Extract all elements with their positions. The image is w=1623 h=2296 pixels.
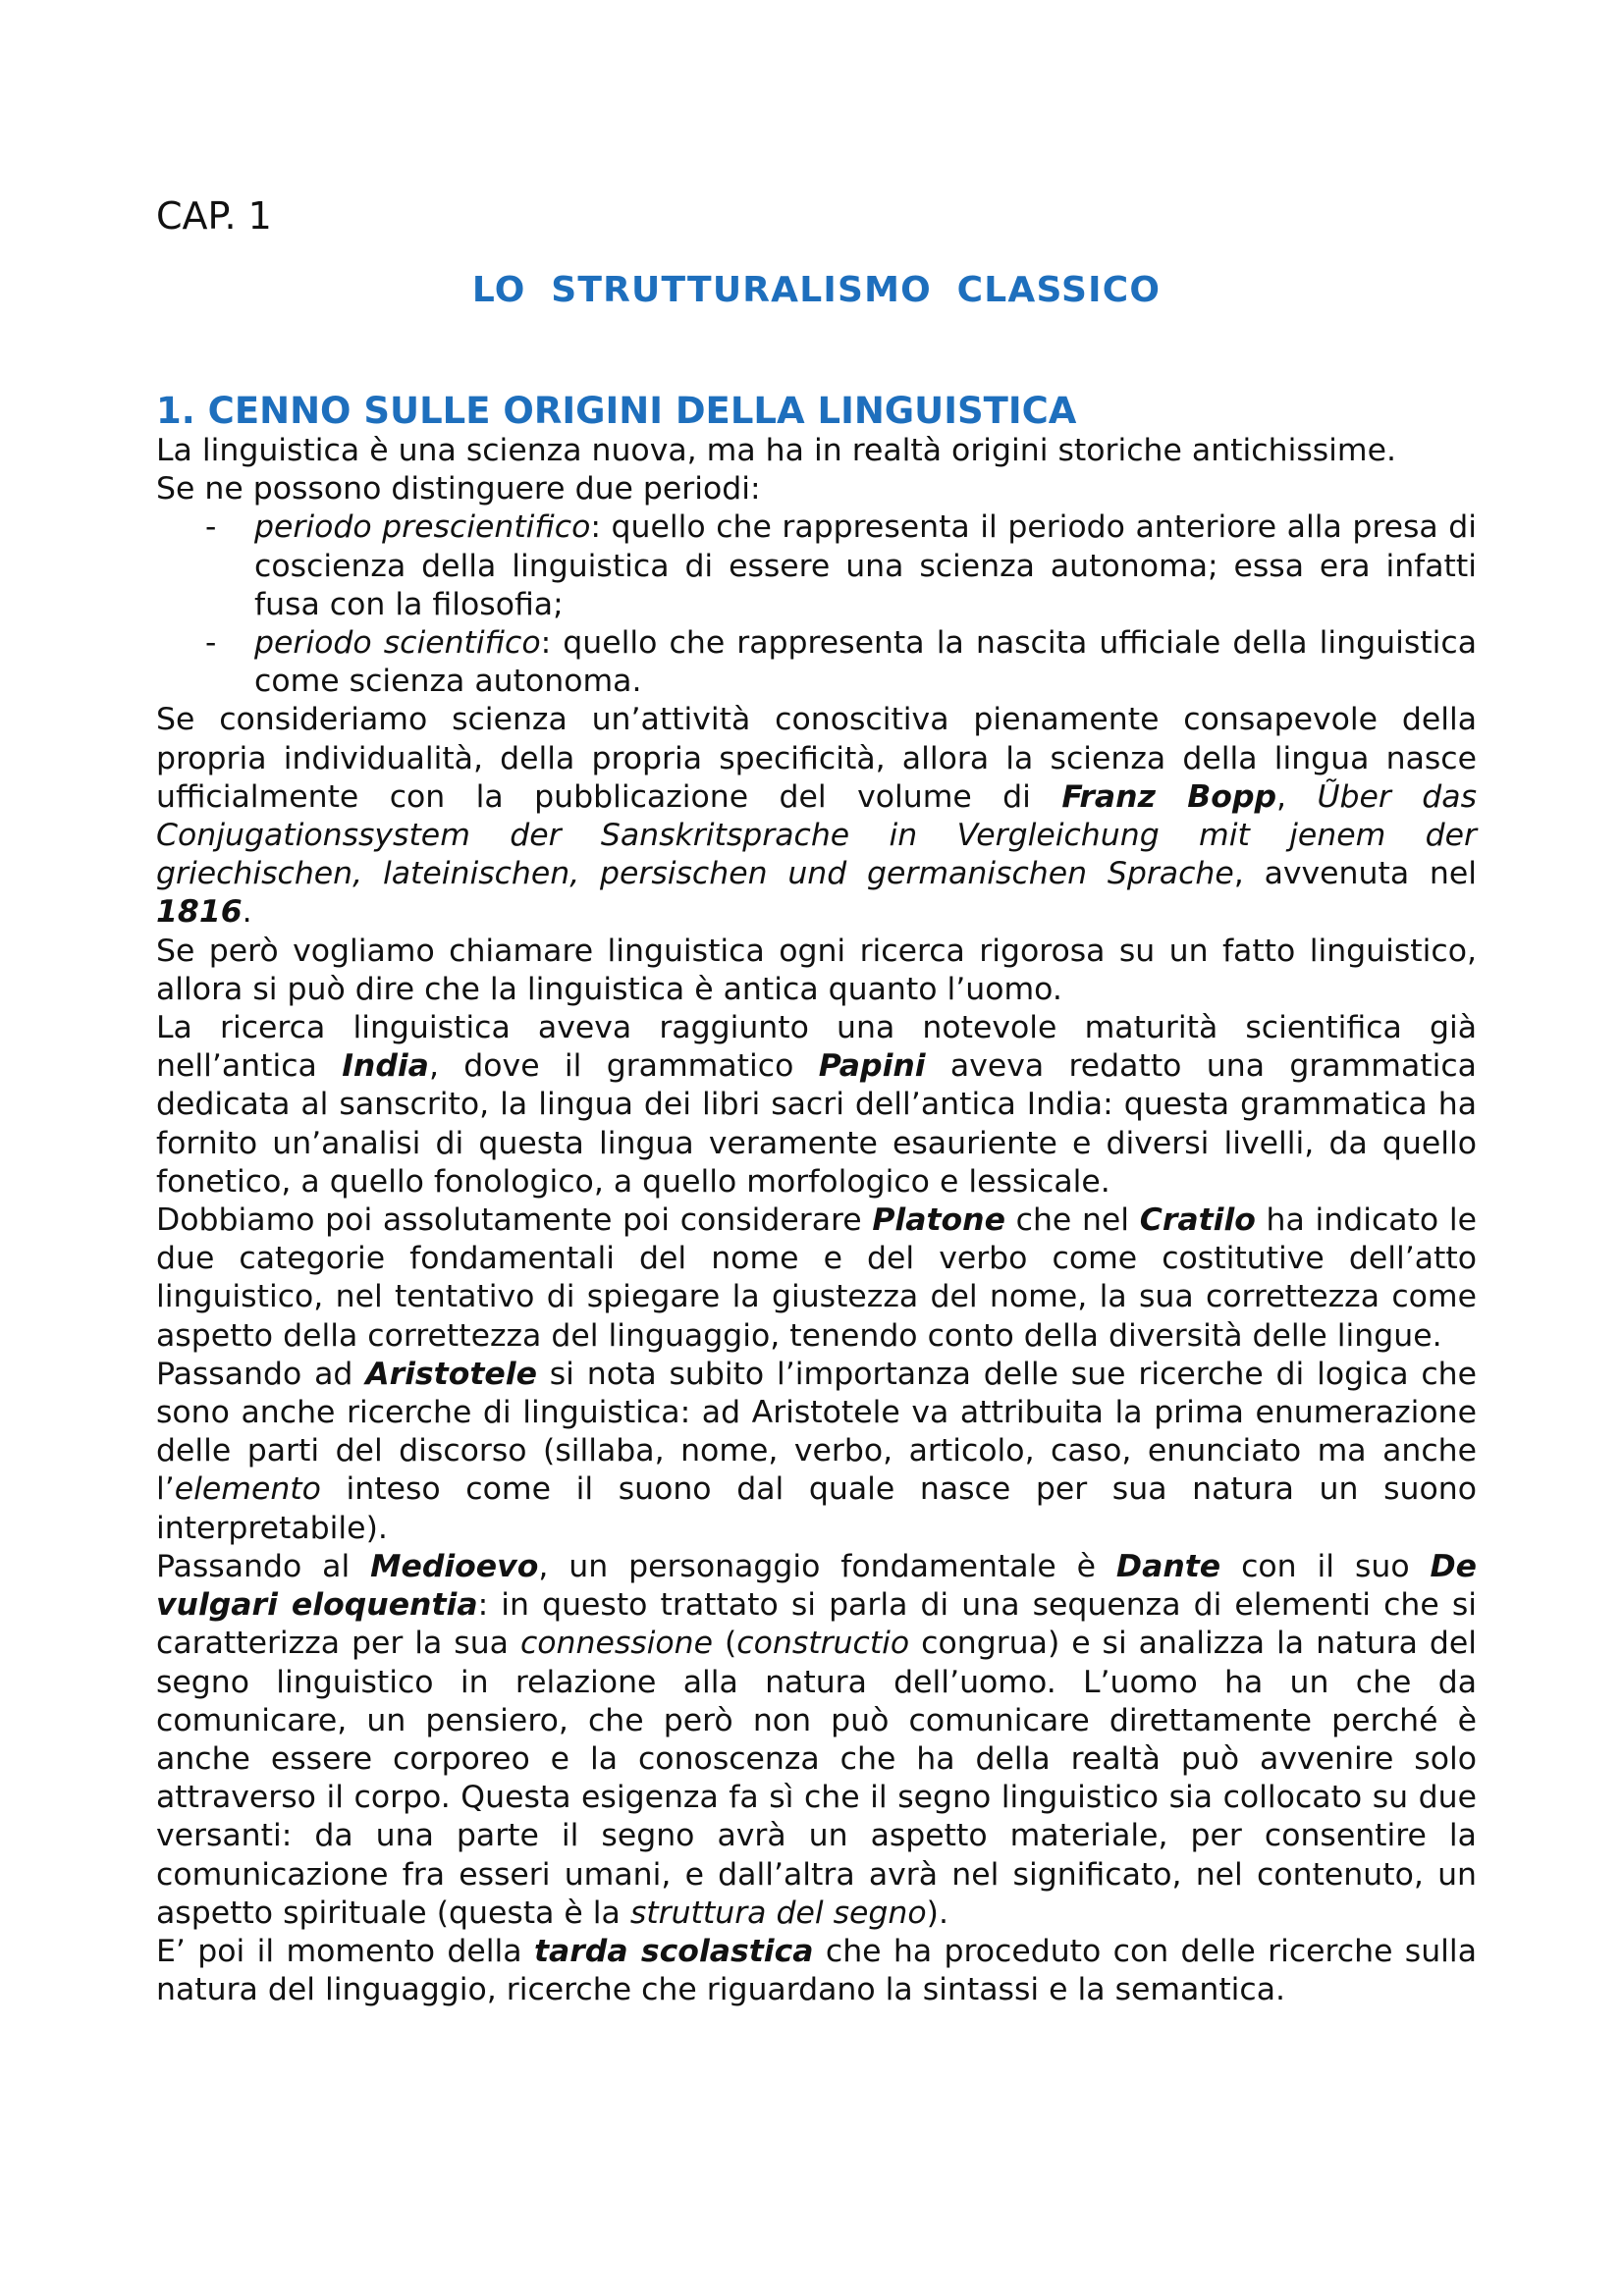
text-run: , un personaggio fondamentale è	[538, 1548, 1116, 1584]
emphasis-name: Platone	[872, 1202, 1005, 1239]
emphasis-name: Dante	[1115, 1548, 1221, 1584]
book-title: Ũber das Conjugationssystem der Sanskritsprache in Vergleichung mit jenem der griechischen, lateinischen, persischen und germanischen Sprache	[156, 778, 1477, 892]
emphasis-name: Cratilo	[1139, 1202, 1256, 1239]
text-run: congrua) e si analizza la natura del segno linguistico in relazione alla natura dell’uomo. L’uomo ha un che da comunicare, un pensiero, che però non può comunicare direttamente perché è anche essere corporeo e la conoscenza che ha della realtà può avvenire solo attraverso il corpo. Questa esigenza fa sì che il segno linguistico sia collocato su due versanti: da una parte il segno avrà un aspetto materiale, per consentire la comunicazione fra esseri umani, e dall’altra avrà nel significato, nel contenuto, un aspetto spirituale (questa è la	[156, 1626, 1477, 1931]
text-run: che ha proceduto con delle ricerche sulla natura del linguaggio, ricerche che riguardano la sintassi e la semantica.	[156, 1933, 1477, 2008]
text-run: , avvenuta nel	[1233, 856, 1477, 892]
text-run: inteso come il suono dal quale nasce per sua natura un suono interpretabile).	[156, 1471, 1477, 1546]
text-run: che nel	[1004, 1202, 1140, 1239]
paragraph-ancient: Se però vogliamo chiamare linguistica ogni ricerca rigorosa su un fatto linguistico, allora si può dire che la linguistica è antica quanto l’uomo.	[156, 933, 1477, 1007]
emphasis-term: elemento	[174, 1471, 321, 1508]
page-content	[156, 192, 1477, 2009]
text-run: (	[713, 1626, 737, 1662]
list-item	[254, 508, 1477, 624]
paragraph-aristotele	[156, 1356, 1477, 1548]
text-run: Passando al	[156, 1548, 371, 1584]
emphasis-term: struttura del segno	[629, 1895, 927, 1931]
emphasis-name: Medioevo	[370, 1548, 539, 1584]
text-run: si nota subito l’importanza delle sue ricerche di logica che sono anche ricerche di linguistica: ad Aristotele va attribuita la prima enumerazione delle parti del discorso (sillaba, nome, verbo, articolo, caso, enunciato ma anche l’	[156, 1356, 1477, 1508]
text-run: E’ poi il momento della	[156, 1933, 534, 1969]
text-run: : in questo trattato si parla di una sequenza di elementi che si caratterizza per la sua	[156, 1587, 1477, 1662]
chapter-title: LO STRUTTURALISMO CLASSICO	[471, 270, 1162, 310]
emphasis-year: 1816	[156, 894, 243, 931]
emphasis-term: constructio	[736, 1626, 910, 1662]
section-heading: 1. CENNO SULLE ORIGINI DELLA LINGUISTICA	[156, 390, 1077, 432]
chapter-label: CAP. 1	[156, 194, 272, 238]
emphasis-name: India	[342, 1048, 429, 1085]
text-run: con il suo	[1220, 1548, 1431, 1584]
text-run: ,	[1276, 778, 1318, 815]
paragraph-medioevo	[156, 1548, 1477, 1933]
emphasis-name: De vulgari eloquentia	[156, 1548, 1478, 1624]
text-run: ).	[926, 1895, 948, 1931]
paragraph-intro: La linguistica è una scienza nuova, ma ha in realtà origini storiche antichissime.	[156, 433, 1396, 468]
text-run: ha indicato le due categorie fondamentali del nome e del verbo come costitutive dell’atto linguistico, nel tentativo di spiegare la giustezza del nome, la sua correttezza come aspetto della correttezza del linguaggio, tenendo conto della diversità delle lingue.	[156, 1202, 1477, 1354]
paragraph-india	[156, 1009, 1477, 1201]
list-item	[254, 624, 1477, 701]
text-run: Passando ad	[156, 1356, 366, 1392]
paragraph-platone	[156, 1201, 1477, 1356]
text-run: Dobbiamo poi assolutamente poi considerare	[156, 1202, 873, 1239]
paragraph-scolastica	[156, 1933, 1477, 2009]
emphasis-name: Papini	[818, 1048, 926, 1085]
term-description: : quello che rappresenta la nascita ufficiale della linguistica come scienza autonoma.	[254, 625, 1477, 700]
text-run: aveva redatto una grammatica dedicata al sanscrito, la lingua dei libri sacri dell’antica India: questa grammatica ha fornito un’analisi di questa lingua veramente esauriente e diversi livelli, da quello fonetico, a quello fonologico, a quello morfologico e lessicale.	[156, 1048, 1477, 1200]
emphasis-term: connessione	[519, 1626, 714, 1662]
text-run: .	[242, 894, 252, 931]
paragraph-periods-intro: Se ne possono distinguere due periodi:	[156, 471, 761, 507]
emphasis-name: tarda scolastica	[533, 1933, 814, 1969]
paragraph-bopp	[156, 701, 1477, 932]
periods-list	[156, 508, 1477, 701]
term: periodo scientifico	[254, 625, 541, 662]
emphasis-name: Franz Bopp	[1061, 778, 1277, 815]
text-run: , dove il grammatico	[428, 1048, 819, 1085]
text-run: La ricerca linguistica aveva raggiunto una notevole maturità scientifica già nell’antica	[156, 1010, 1477, 1085]
text-run: Se consideriamo scienza un’attività conoscitiva pienamente consapevole della propria individualità, della propria specificità, allora la scienza della lingua nasce ufficialmente con la pubblicazione del volume di	[156, 702, 1477, 815]
emphasis-name: Aristotele	[365, 1356, 537, 1392]
term-description: : quello che rappresenta il periodo anteriore alla presa di coscienza della linguistica di essere una scienza autonoma; essa era infatti fusa con la filosofia;	[254, 509, 1477, 622]
term: periodo prescientifico	[254, 509, 591, 546]
